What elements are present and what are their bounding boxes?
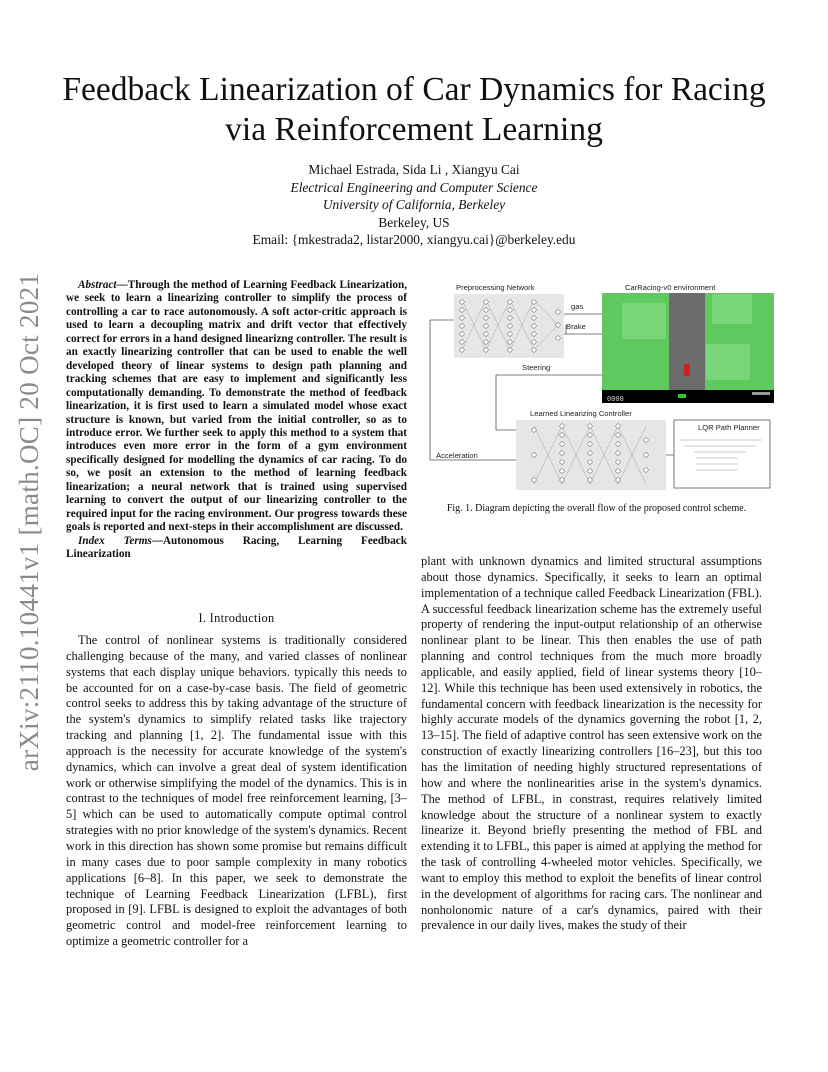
arxiv-stamp: arXiv:2110.10441v1 [math.OC] 20 Oct 2021 xyxy=(14,272,44,772)
affiliation-university: University of California, Berkeley xyxy=(322,197,506,213)
title-line-2: via Reinforcement Learning xyxy=(225,111,603,148)
fig-label-llc: Learned Linearizing Controller xyxy=(530,409,632,418)
figure-control-scheme xyxy=(426,280,778,494)
affiliation-dept: Electrical Engineering and Computer Science xyxy=(290,179,538,195)
fig-label-brake: Brake xyxy=(566,322,586,331)
author-block xyxy=(0,161,828,249)
section-heading-text: I. Introduction xyxy=(198,611,275,625)
fig-label-preprocessing: Preprocessing Network xyxy=(456,283,535,292)
intro-text: The control of nonlinear systems is traditionally considered challenging because of the many, and varied classes of nonlinear systems that each display unique behaviors. typically this needs to be accounted for on a case-by-case basis. The field of geometric control seeks to address this by taking advantage of the structure of the system's dynamics to simplify related tasks like trajectory tracking and planning [1, 2]. The fundamental issue with this approach is the necessity for accurate knowledge of the system's dynamics, which can involve a great deal of system identification work or otherwise simplifying the model of the dynamics. This is in contrast to the techniques of model free reinforcement learning, [3–5] which can be used to automatically compute optimal control strategies with no prior knowledge of the system's dynamics. Recent work in this direction has shown some promise but remains difficult in many cases due to poor sample complexity in many robotics applications [6–8]. In this paper, we seek to demonstrate the technique of Learning Feedback Linearization (LFBL), first proposed in [9]. LFBL is designed to exploit the advantages of both geometric control and model-free reinforcement learning to optimize a geometric controller for a xyxy=(66,633,407,949)
carracing-environment-screenshot xyxy=(602,293,774,403)
right-column-text xyxy=(421,554,762,934)
fig-label-steering: Steering xyxy=(522,363,551,372)
index-terms-lead: Index Terms xyxy=(78,534,152,547)
fig-label-env: CarRacing-v0 environment xyxy=(625,283,716,292)
author-emails: Email: {mkestrada2, listar2000, xiangyu.cai}@berkeley.edu xyxy=(252,232,576,248)
abstract-text: —Through the method of Learning Feedback Linearization, we seek to learn a linearizing controller to simplify the process of controlling a car to race autonomously. A soft actor-critic approach is used to learn a decoupling matrix and drift vector that effectively correct for errors in a hand designed linearizng controller. The result is an exactly linearizing controller that can be used to enable the well developed theory of linear systems to design path planning and tracking schemes that are easy to implement and significantly less computationally demanding. To demonstrate the method of feedback linearization, it is first used to learn a simulated model whose exact structure is known, but varied from the initial controller, so as to introduce error. We further seek to apply this method to a system that introduces even more error in the form of a gym environment specifically designed for modelling the dynamics of car racing. To do so, we posit an extension to the method of learning feedback linearization; a neural network that is trained using supervised learning to convert the output of our linearizing controller to the required input for the racing environment. Our progress towards these goals is reported and next-steps in their accomplishment are discussed. xyxy=(66,279,407,534)
figure-caption: Fig. 1. Diagram depicting the overall flow of the proposed control scheme. xyxy=(446,503,747,514)
fig-label-gas: gas xyxy=(571,302,584,311)
env-score: 0000 xyxy=(607,396,624,404)
title-line-1: Feedback Linearization of Car Dynamics for Racing xyxy=(62,71,766,108)
paper-title xyxy=(30,70,798,150)
abstract xyxy=(66,279,407,562)
fig-label-lqr: LQR Path Planner xyxy=(698,423,760,432)
author-names: Michael Estrada, Sida Li , Xiangyu Cai xyxy=(308,162,520,177)
index-terms-text: —Autonomous Racing, Learning Feedback Linearization xyxy=(66,534,407,561)
intro-paragraph xyxy=(66,633,407,950)
right-column-paragraph: plant with unknown dynamics and limited structural assumptions about those dynamics. Specifically, it seeks to learn an optimal implementation of a technique called Feedback Linearization (FBL). A successful feedback linearization scheme has the extremely useful property of rendering the input-output relationship of an otherwise nonlinear plant to be linear. This then enables the use of path planning and control techniques from the much more broadly applicable, and easily applied, field of linear systems theory [10–12]. While this technique has been used extensively in robotics, the fundamental concern with feedback linearization is the necessity for highly accurate models of the dynamics governing the robot [1, 2, 13–15]. The field of adaptive control has seen extensive work on the construction of exactly linearizing controllers [16–23], but this too has the limitation of needing highly structured representations of how and where the nonlinearities arise in the system's dynamics. The method of LFBL, in constrast, requires relatively limited knowledge about the structure of a nonlinear system to exactly linearize it. Beyond briefly presenting the method of FBL and extending it to LFBL, this paper is aimed at applying the method for the task of controlling 4-wheeled motor vehicles. Specifically, we want to employ this method to exploit the benefits of linear control in the development of algorithms for racing cars. The nonlinear and nonholonomic nature of a car's dynamics, paired with their prevalence in our daily lives, makes the study of their xyxy=(421,554,762,933)
section-heading-introduction xyxy=(66,611,407,626)
affiliation-city: Berkeley, US xyxy=(378,214,450,230)
preprocessing-network xyxy=(454,294,564,358)
fig-label-acceleration: Acceleration xyxy=(436,451,478,460)
abstract-lead: Abstract xyxy=(78,279,117,291)
learned-linearizing-controller xyxy=(516,420,666,490)
